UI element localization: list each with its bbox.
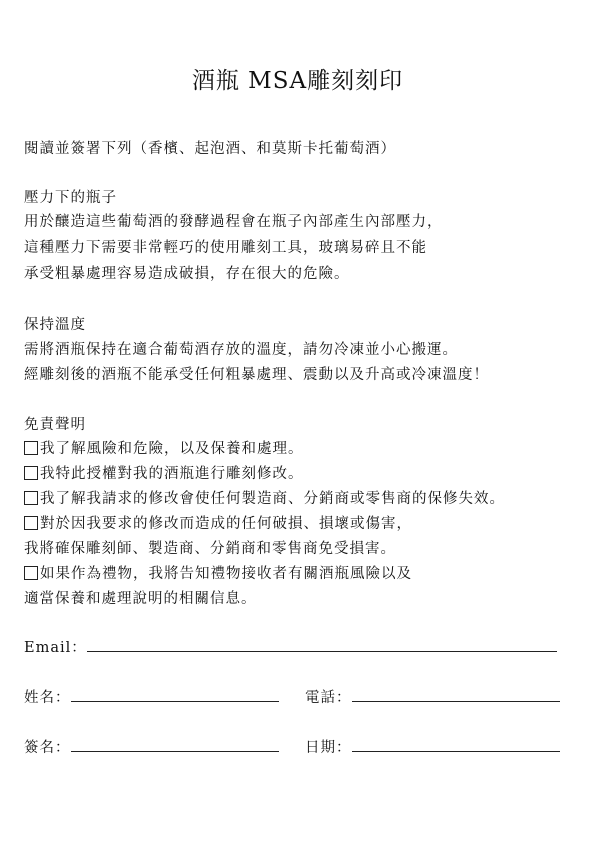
disclaimer-item	[24, 462, 304, 483]
signature-label: 簽名：	[24, 740, 71, 756]
agree-checkbox[interactable]	[24, 566, 38, 580]
pressure-line: 這種壓力下需要非常輕巧的使用雕刻工具，玻璃易碎且不能	[24, 240, 427, 256]
phone-label: 電話：	[305, 690, 352, 706]
email-label: Email：	[24, 640, 87, 656]
agree-checkbox[interactable]	[24, 466, 38, 480]
name-field[interactable]	[71, 689, 279, 702]
disclaimer-item	[24, 487, 505, 508]
disclaimer-continuation: 適當保養和處理說明的相關信息。	[24, 591, 257, 607]
email-field[interactable]	[87, 639, 557, 652]
name-row	[24, 686, 279, 707]
temperature-heading: 保持溫度	[24, 317, 86, 333]
disclaimer-item-text: 我了解風險和危險，以及保養和處理。	[40, 441, 304, 457]
disclaimer-item	[24, 437, 304, 458]
signature-field[interactable]	[71, 739, 279, 752]
email-row	[24, 636, 557, 657]
pressure-heading: 壓力下的瓶子	[24, 190, 117, 206]
disclaimer-item	[24, 562, 412, 583]
phone-field[interactable]	[352, 689, 560, 702]
date-row	[305, 736, 560, 757]
disclaimer-heading: 免責聲明	[24, 417, 86, 433]
disclaimer-item-text: 如果作為禮物，我將告知禮物接收者有關酒瓶風險以及	[40, 566, 412, 582]
pressure-line: 用於釀造這些葡萄酒的發酵過程會在瓶子內部產生內部壓力，	[24, 214, 443, 230]
date-field[interactable]	[352, 739, 560, 752]
document-title: 酒瓶 MSA雕刻刻印	[191, 68, 404, 94]
name-label: 姓名：	[24, 690, 71, 706]
agree-checkbox[interactable]	[24, 441, 38, 455]
phone-row	[305, 686, 560, 707]
disclaimer-continuation: 我將確保雕刻師、製造商、分銷商和零售商免受損害。	[24, 541, 396, 557]
disclaimer-item-text: 對於因我要求的修改而造成的任何破損、損壞或傷害，	[40, 516, 412, 532]
disclaimer-item-text: 我特此授權對我的酒瓶進行雕刻修改。	[40, 466, 304, 482]
disclaimer-item-text: 我了解我請求的修改會使任何製造商、分銷商或零售商的保修失效。	[40, 491, 505, 507]
disclaimer-item	[24, 512, 412, 533]
agree-checkbox[interactable]	[24, 491, 38, 505]
signature-row	[24, 736, 279, 757]
pressure-line: 承受粗暴處理容易造成破損，存在很大的危險。	[24, 266, 350, 282]
temperature-line: 經雕刻後的酒瓶不能承受任何粗暴處理、震動以及升高或冷凍溫度！	[24, 367, 489, 383]
intro-text: 閱讀並簽署下列（香檳、起泡酒、和莫斯卡托葡萄酒）	[24, 141, 396, 157]
agree-checkbox[interactable]	[24, 516, 38, 530]
temperature-line: 需將酒瓶保持在適合葡萄酒存放的溫度，請勿冷凍並小心搬運。	[24, 342, 458, 358]
date-label: 日期：	[305, 740, 352, 756]
